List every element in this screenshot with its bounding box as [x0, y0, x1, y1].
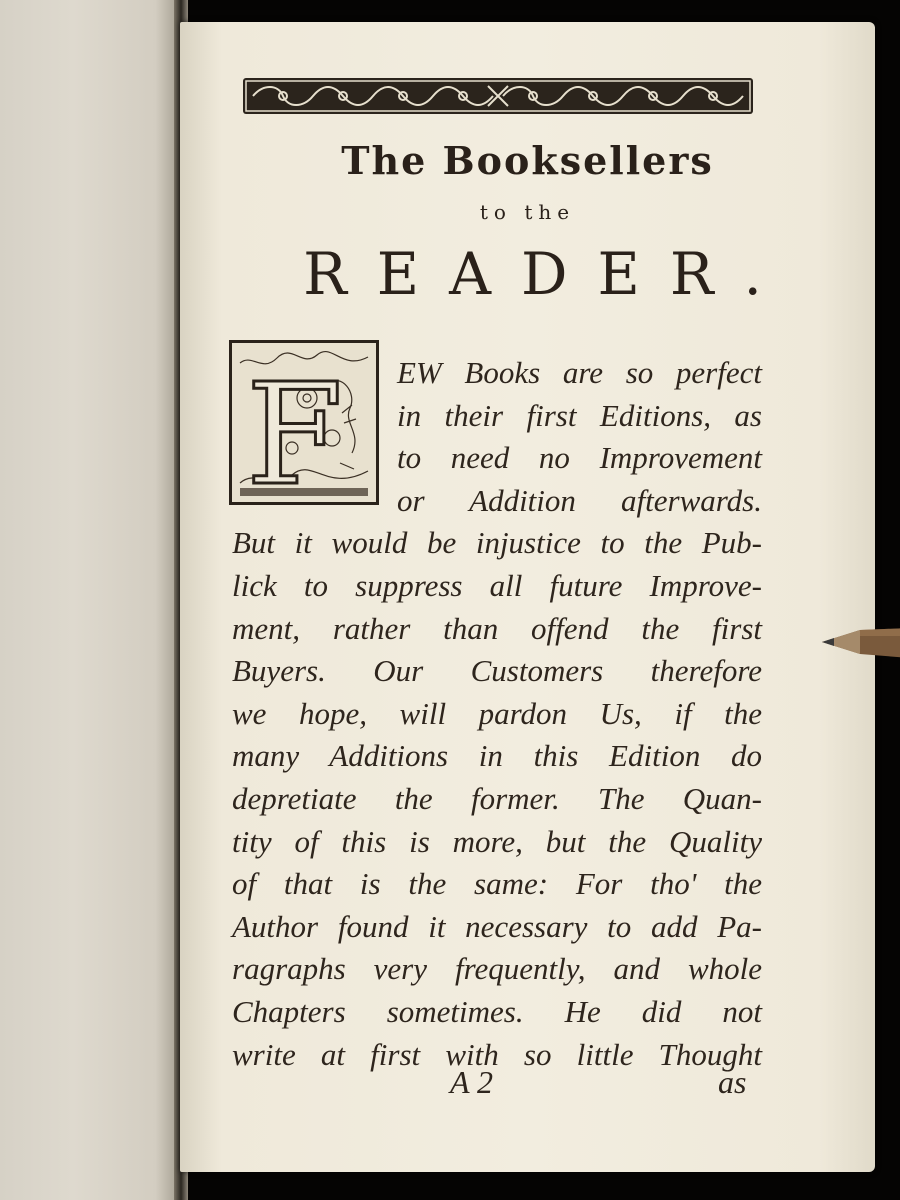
title-reader: READER. — [303, 240, 792, 308]
text-line: many Additions in this Edition do — [232, 738, 762, 774]
text-line: depretiate the former. The Quan- — [232, 780, 762, 816]
text-line: Chapters sometimes. He did not — [232, 993, 762, 1029]
page-title: The Booksellers — [341, 138, 714, 183]
text-line: ment, rather than offend the first — [232, 610, 762, 646]
left-page — [0, 0, 183, 1200]
text-line: tity of this is more, but the Quality — [232, 823, 762, 859]
svg-text:F: F — [246, 354, 344, 502]
text-line: or Addition afterwards. — [397, 482, 762, 518]
text-line: to need no Improvement — [397, 440, 762, 476]
title-subline: to the — [479, 200, 576, 224]
text-line: But it would be injustice to the Pub- — [232, 525, 762, 561]
text-line: we hope, will pardon Us, if the — [232, 695, 762, 731]
text-line: of that is the same: For tho' the — [232, 866, 762, 902]
pencil-pointer — [820, 620, 900, 666]
text-line: Author found it necessary to add Pa- — [232, 908, 762, 944]
text-line: in their first Editions, as — [397, 397, 762, 433]
signature-mark: A 2 — [450, 1064, 493, 1100]
text-line: Buyers. Our Customers therefore — [232, 653, 762, 689]
ornamental-headpiece — [243, 78, 753, 114]
body-text — [232, 352, 762, 1076]
text-line: lick to suppress all future Improve- — [232, 567, 762, 603]
text-line: write at first with so little Thought — [232, 1036, 762, 1072]
text-line: EW Books are so perfect — [397, 355, 762, 390]
catchword: as — [718, 1064, 747, 1100]
text-line: ragraphs very frequently, and whole — [232, 951, 762, 987]
